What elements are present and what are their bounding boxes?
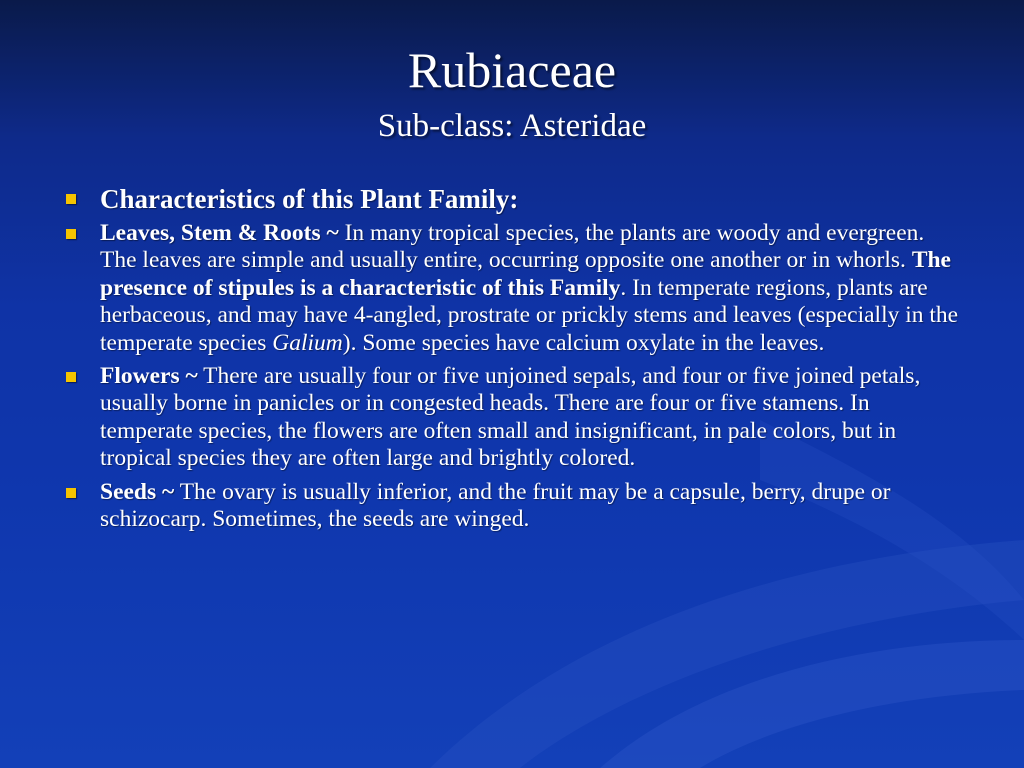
title-block [0, 40, 1024, 146]
slide-subtitle: Sub-class: Asteridae [377, 108, 647, 144]
item-text: The ovary is usually inferior, and the fruit may be a capsule, berry, drupe or schizocarp. Sometimes, the seeds are winged. [100, 478, 891, 533]
heading-text: Characteristics of this Plant Family: [100, 184, 519, 214]
square-bullet-icon [66, 229, 76, 239]
square-bullet-icon [66, 372, 76, 382]
swoosh-band-1 [430, 540, 1024, 768]
list-item-flowers [60, 363, 960, 473]
list-item-seeds [60, 479, 960, 534]
item-text: In many tropical species, the plants are woody and evergreen. The leaves are simple and usually entire, occurring opposite one another or in whorls. [100, 220, 925, 274]
item-text: There are usually four or five unjoined sepals, and four or five joined petals, usually borne in panicles or in congested heads. There are four or five stamens. In temperate species, the flowers are often small and insignificant, in pale colors, but in tropical species they are often large and brightly colored. [100, 363, 921, 472]
item-emphasis: The presence of stipules is a characteristic of this Family [100, 247, 951, 301]
swoosh-band-2 [600, 640, 1024, 768]
item-label: Seeds ~ [100, 478, 175, 505]
list-item-leaves [60, 220, 960, 357]
item-text: ). Some species have calcium oxylate in the leaves. [342, 329, 825, 356]
item-label: Leaves, Stem & Roots ~ [100, 220, 339, 246]
item-text: . In temperate regions, plants are herbaceous, and may have 4-angled, prostrate or prickly stems and leaves (especially in the temperate species [100, 274, 959, 356]
list-item-heading [60, 180, 960, 218]
square-bullet-icon [66, 488, 76, 498]
item-species-name: Galium [272, 329, 343, 356]
square-bullet-icon [66, 194, 76, 204]
item-label: Flowers ~ [100, 363, 198, 390]
content-list [60, 180, 960, 539]
slide-title: Rubiaceae [407, 42, 617, 98]
